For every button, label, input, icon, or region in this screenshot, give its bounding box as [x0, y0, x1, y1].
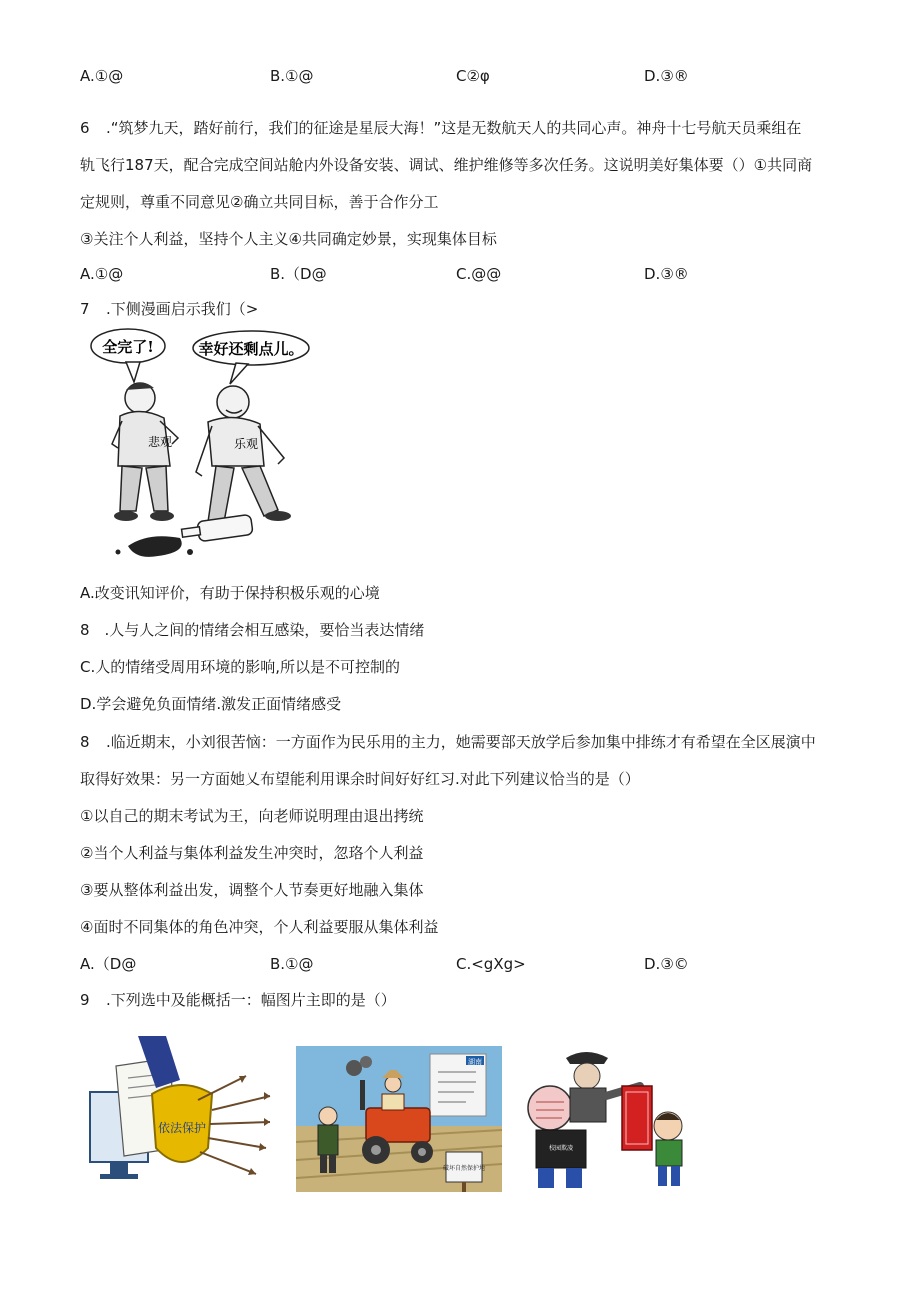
q9-picture-anti-bullying [510, 1046, 696, 1192]
q8-text-1: .临近期末，小刘很苦恼：一方面作为民乐用的主力，她需要部天放学后参加集中排练才有希望在全区展演中 [106, 733, 816, 751]
q7-option-b: 8 .人与人之间的情绪会相互感染，要恰当表达情绪 [80, 621, 425, 639]
q8-line-1 [80, 732, 816, 752]
q7-number: 7 [80, 300, 90, 318]
q8-option-d: D.③© [644, 955, 689, 973]
q7-option-c: C.人的情绪受周用环境的影响,所以是不可控制的 [80, 658, 401, 676]
q6-line-1 [80, 118, 801, 138]
q5-option-d: D.③® [644, 67, 689, 85]
q6-option-b: B.（D@ [270, 265, 327, 283]
q5-option-c: C②φ [456, 67, 490, 85]
box-shirt-text: 校园欺凌 [548, 1145, 574, 1152]
q6-option-d: D.③® [644, 265, 689, 283]
q5-option-a: A.①@ [80, 67, 124, 85]
q5-option-b: B.①@ [270, 67, 314, 85]
bubble-right-text: 幸好还剩点儿。 [198, 340, 304, 358]
q8-option-c: C.<gXg> [456, 955, 526, 973]
q7-option-a: A.改变讯知评价，有助于保持积极乐观的心境 [80, 584, 380, 602]
q9-stem-text: .下列选中及能概括一：幅图片主即的是（） [106, 991, 396, 1009]
bottle-icon [116, 514, 254, 557]
q8-item-1: ①以自己的期末考试为王，向老师说明理由退出拷统 [80, 807, 424, 825]
q8-number: 8 [80, 733, 90, 751]
q8-option-b: B.①@ [270, 955, 314, 973]
q9-picture-nature-reserve [296, 1046, 502, 1192]
q6-line-2: 轨飞行187天，配合完成空间站舱内外设备安装、调试、维护维修等多次任务。这说明美好集体要（）①共同商 [80, 156, 813, 174]
q6-line-3: 定规则，尊重不同意见②确立共同目标，善于合作分工 [80, 193, 439, 211]
q6-number: 6 [80, 119, 90, 137]
pessimist-figure [112, 382, 178, 521]
q6-line-4: ③关注个人利益，坚持个人主义④共同确定妙景，实现集体目标 [80, 230, 497, 248]
q9-picture-data-protection [80, 1036, 276, 1196]
q6-option-a: A.①@ [80, 265, 124, 283]
q7-stem [80, 299, 258, 319]
poster-text: 湖南 [468, 1058, 482, 1066]
fist-icon [528, 1086, 572, 1130]
q8-line-2: 取得好效果：另一方面她乂布望能利用课余时间好好红习.对此下列建议恰当的是（） [80, 770, 640, 788]
sign-text: 破坏自然保护地 [442, 1165, 486, 1172]
shield-text: 依法保护 [157, 1121, 207, 1135]
q6-text-1: .“筑梦九天，踏好前行，我们的征途是星辰大海！”这是无数航天人的共同心声。神舟十七号航天员乘组在 [106, 119, 802, 137]
optimist-figure [196, 386, 291, 531]
q9-number: 9 [80, 991, 90, 1009]
shirt-right-text: 乐观 [234, 437, 259, 451]
bubble-left-text: 全完了! [102, 338, 154, 356]
optimism-cartoon [88, 326, 328, 568]
q8-item-3: ③要从整体利益出发，调整个人节奏更好地融入集体 [80, 881, 424, 899]
q7-option-d: D.学会避免负面情绪.激发正面情绪感受 [80, 695, 342, 713]
q9-stem [80, 990, 396, 1010]
q8-item-2: ②当个人利益与集体利益发生冲突时，忽珞个人利益 [80, 844, 424, 862]
q8-item-4: ④面时不同集体的角色冲突，个人利益要服从集体利益 [80, 918, 439, 936]
q8-option-a: A.（D@ [80, 955, 137, 973]
q7-stem-text: .下侧漫画启示我们（> [106, 300, 259, 318]
q6-option-c: C.@@ [456, 265, 502, 283]
shirt-left-text: 悲观 [148, 435, 173, 449]
